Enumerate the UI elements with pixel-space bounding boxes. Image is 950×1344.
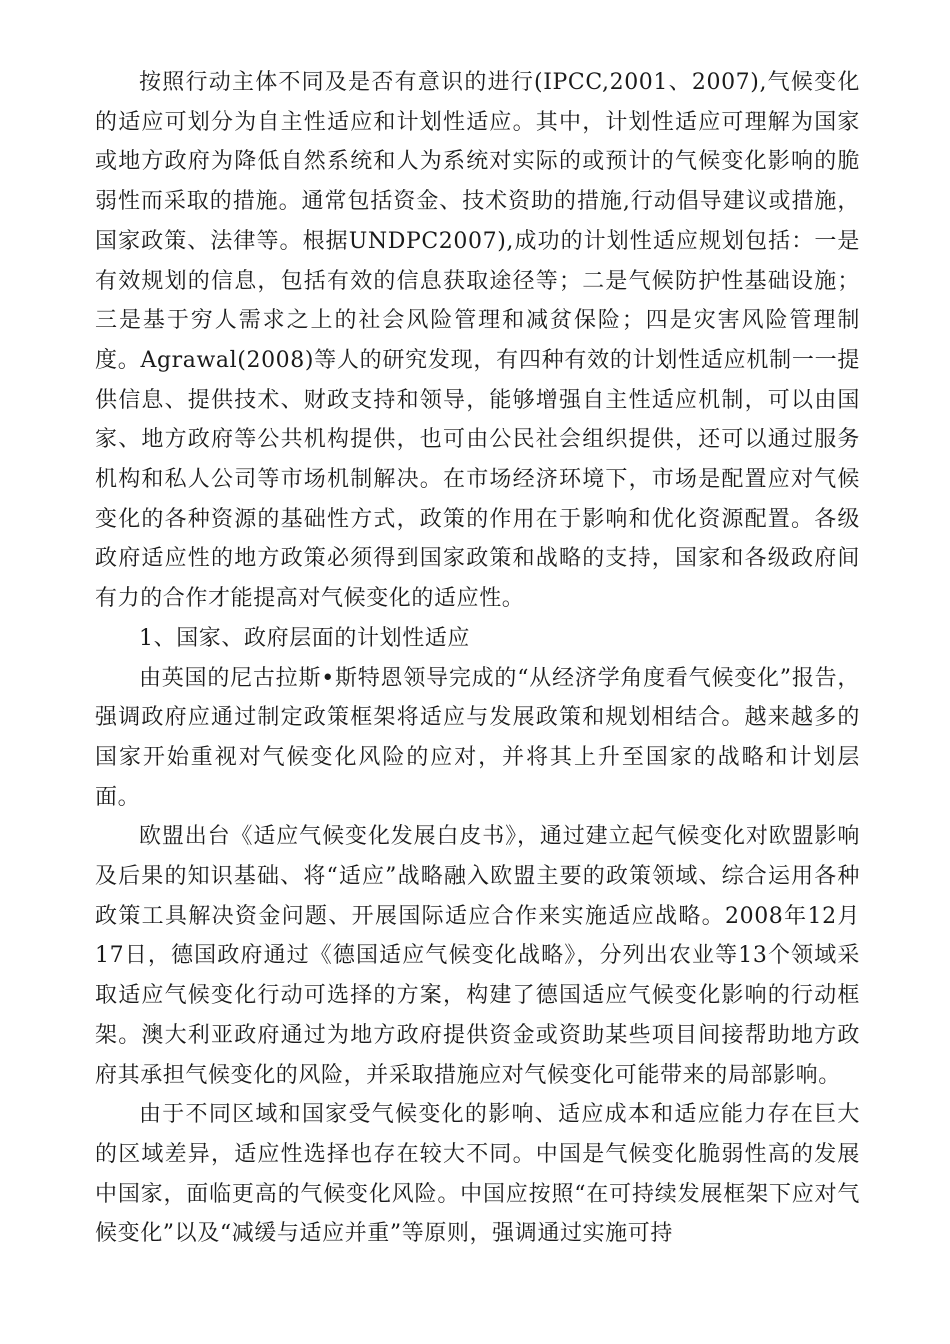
paragraph-china-adaptation: 由于不同区域和国家受气候变化的影响、适应成本和适应能力存在巨大的区域差异，适应性选择也存在较大不同。中国是气候变化脆弱性高的发展中国家，面临更高的气候变化风险。中国应按照“在可持续发展框架下应对气候变化”以及“减缓与适应并重”等原则，强调通过实施可持 <box>95 1102 860 1247</box>
paragraph-stern-report: 由英国的尼古拉斯•斯特恩领导完成的“从经济学角度看气候变化”报告，强调政府应通过制定政策框架将适应与发展政策和规划相结合。越来越多的国家开始重视对气候变化风险的应对，并将其上升至国家的战略和计划层面。 <box>95 665 860 810</box>
document-body <box>95 63 860 1254</box>
section-heading-national-level: 1、国家、政府层面的计划性适应 <box>139 625 470 651</box>
paragraph-eu-germany-australia: 欧盟出台《适应气候变化发展白皮书》，通过建立起气候变化对欧盟影响及后果的知识基础、将“适应”战略融入欧盟主要的政策领域、综合运用各种政策工具解决资金问题、开展国际适应合作来实施适应战略。2008年12月17日，德国政府通过《德国适应气候变化战略》，分列出农业等13个领域采取适应气候变化行动可选择的方案，构建了德国适应气候变化影响的行动框架。澳大利亚政府通过为地方政府提供资金或资助某些项目间接帮助地方政府其承担气候变化的风险，并采取措施应对气候变化可能带来的局部影响。 <box>95 824 860 1088</box>
paragraph-planned-adaptation-intro: 按照行动主体不同及是否有意识的进行(IPCC,2001、2007),气候变化的适应可划分为自主性适应和计划性适应。其中，计划性适应可理解为国家或地方政府为降低自然系统和人为系统对实际的或预计的气候变化影响的脆弱性而采取的措施。通常包括资金、技术资助的措施,行动倡导建议或措施，国家政策、法律等。根据UNDPC2007),成功的计划性适应规划包括：一是有效规划的信息，包括有效的信息获取途径等；二是气候防护性基础设施；三是基于穷人需求之上的社会风险管理和减贫保险；四是灾害风险管理制度。Agrawal(2008)等人的研究发现，有四种有效的计划性适应机制一一提供信息、提供技术、财政支持和领导，能够增强自主性适应机制，可以由国家、地方政府等公共机构提供，也可由公民社会组织提供，还可以通过服务机构和私人公司等市场机制解决。在市场经济环境下，市场是配置应对气候变化的各种资源的基础性方式，政策的作用在于影响和优化资源配置。各级政府适应性的地方政策必须得到国家政策和战略的支持，国家和各级政府间有力的合作才能提高对气候变化的适应性。 <box>95 70 860 612</box>
